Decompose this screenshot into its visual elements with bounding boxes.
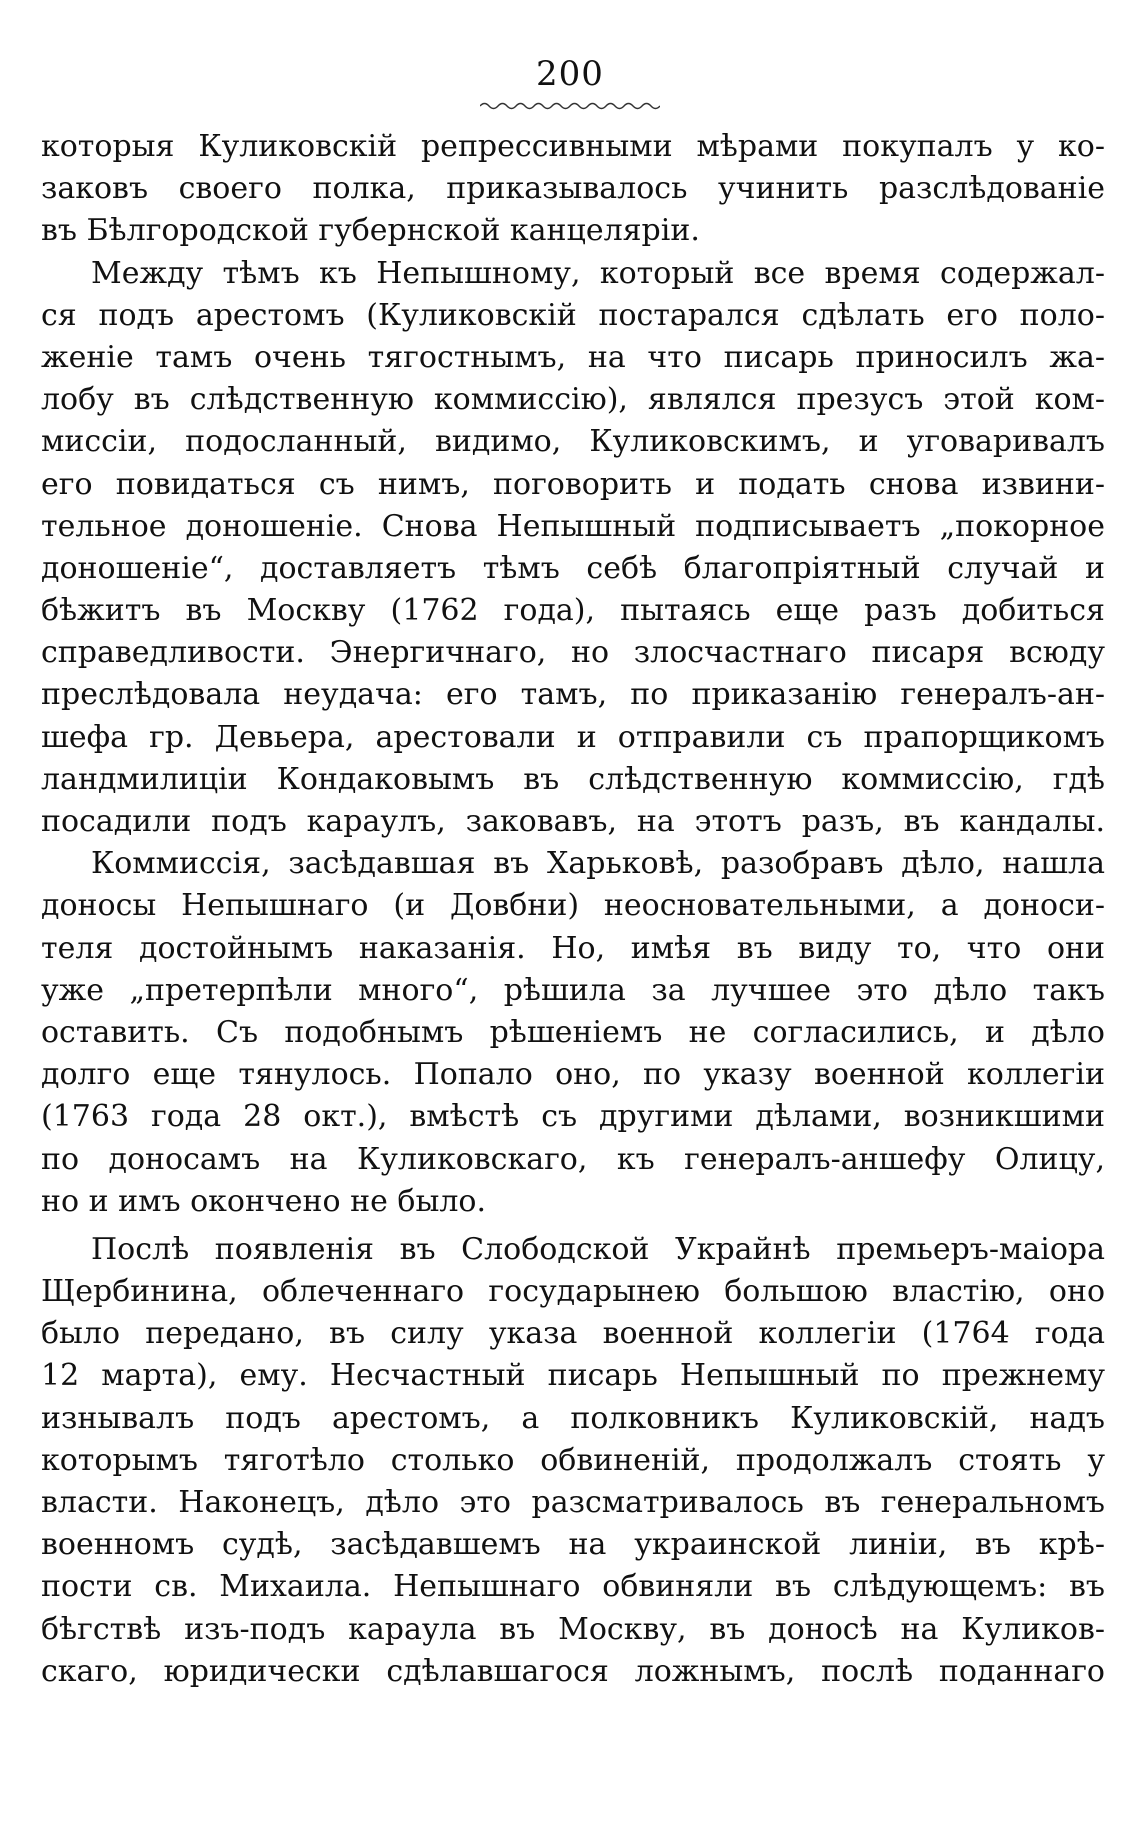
paragraph-3 (41, 843, 1105, 1223)
paragraph-2 (41, 253, 1105, 844)
text-line: преслѣдовала неудача: его тамъ, по приказанію генералъ-ан- (41, 677, 1105, 713)
text-line: тельное доношеніе. Снова Непышный подписываетъ „покорное (41, 508, 1105, 544)
text-line: (1763 года 28 окт.), вмѣстѣ съ другими дѣлами, возникшими (41, 1099, 1105, 1135)
text-line: которымъ тяготѣло столько обвиненій, продолжалъ стоять у (41, 1442, 1105, 1478)
text-line: женіе тамъ очень тягостнымъ, на что писарь приносилъ жа- (41, 339, 1105, 375)
text-line: но и имъ окончено не было. (41, 1183, 487, 1219)
text-line: Между тѣмъ къ Непышному, который все время содержал- (91, 255, 1105, 291)
text-line: доносы Непышнаго (и Довбни) неосновательными, а доноси- (41, 888, 1105, 924)
text-line: справедливости. Энергичнаго, но злосчастнаго писаря всюду (41, 635, 1105, 671)
text-line: доношеніе“, доставляетъ тѣмъ себѣ благопріятный случай и (41, 550, 1105, 586)
text-line: Послѣ появленія въ Слободской Украйнѣ премьеръ-маіора (91, 1231, 1105, 1267)
page-number: 200 (536, 54, 604, 94)
text-line: лобу въ слѣдственную коммиссію), являлся презусъ этой ком- (41, 382, 1105, 418)
text-line: 12 марта), ему. Несчастный писарь Непышный по прежнему (41, 1358, 1105, 1394)
text-line: которыя Куликовскій репрессивными мѣрами покупалъ у ко- (41, 129, 1105, 164)
paragraph-4 (41, 1229, 1105, 1693)
text-line: оставить. Съ подобнымъ рѣшеніемъ не согласились, и дѣло (41, 1014, 1105, 1050)
text-line: посадили подъ караулъ, заковавъ, на этотъ разъ, въ кандалы. (41, 804, 1105, 839)
text-line: изнывалъ подъ арестомъ, а полковникъ Куликовскій, надъ (41, 1400, 1105, 1436)
text-line: Коммиссія, засѣдавшая въ Харьковѣ, разобравъ дѣло, нашла (91, 846, 1105, 882)
text-line: Щербинина, облеченнаго государынею большою властію, оно (41, 1274, 1105, 1310)
text-line: долго еще тянулось. Попало оно, по указу военной коллегіи (41, 1057, 1105, 1093)
paragraph-1 (41, 126, 1105, 253)
text-line: власти. Наконецъ, дѣло это разсматривалось въ генеральномъ (41, 1485, 1105, 1520)
text-line: пости св. Михаила. Непышнаго обвиняли въ слѣдующемъ: въ (41, 1569, 1105, 1605)
text-line: ся подъ арестомъ (Куликовскій постарался сдѣлать его поло- (41, 297, 1105, 333)
text-line: бѣжитъ въ Москву (1762 года), пытаясь еще разъ добиться (41, 593, 1105, 629)
text-line: было передано, въ силу указа военной коллегіи (1764 года (41, 1316, 1105, 1352)
text-line: заковъ своего полка, приказывалось учинить разслѣдованіе (41, 171, 1105, 207)
text-body (41, 126, 1105, 1693)
text-line: теля достойнымъ наказанія. Но, имѣя въ виду то, что они (41, 930, 1105, 966)
text-line: шефа гр. Девьера, арестовали и отправили съ прапорщикомъ (41, 719, 1105, 755)
text-line: бѣгствѣ изъ-подъ караула въ Москву, въ доносѣ на Куликов- (41, 1611, 1105, 1647)
text-line: въ Бѣлгородской губернской канцеляріи. (41, 213, 700, 249)
text-line: скаго, юридически сдѣлавшагося ложнымъ, послѣ поданнаго (41, 1653, 1105, 1689)
text-line: миссіи, подосланный, видимо, Куликовскимъ, и уговаривалъ (41, 424, 1105, 460)
text-line: военномъ судѣ, засѣдавшемъ на украинской линіи, въ крѣ- (41, 1527, 1105, 1563)
text-line: его повидаться съ нимъ, поговорить и подать снова извини- (41, 466, 1105, 502)
text-line: ландмилиціи Кондаковымъ въ слѣдственную коммиссію, гдѣ (41, 761, 1105, 797)
wavy-underline-ornament (480, 100, 660, 112)
text-line: по доносамъ на Куликовскаго, къ генералъ-аншефу Олицу, (41, 1141, 1105, 1177)
text-line: уже „претерпѣли много“, рѣшила за лучшее это дѣло такъ (41, 972, 1105, 1008)
